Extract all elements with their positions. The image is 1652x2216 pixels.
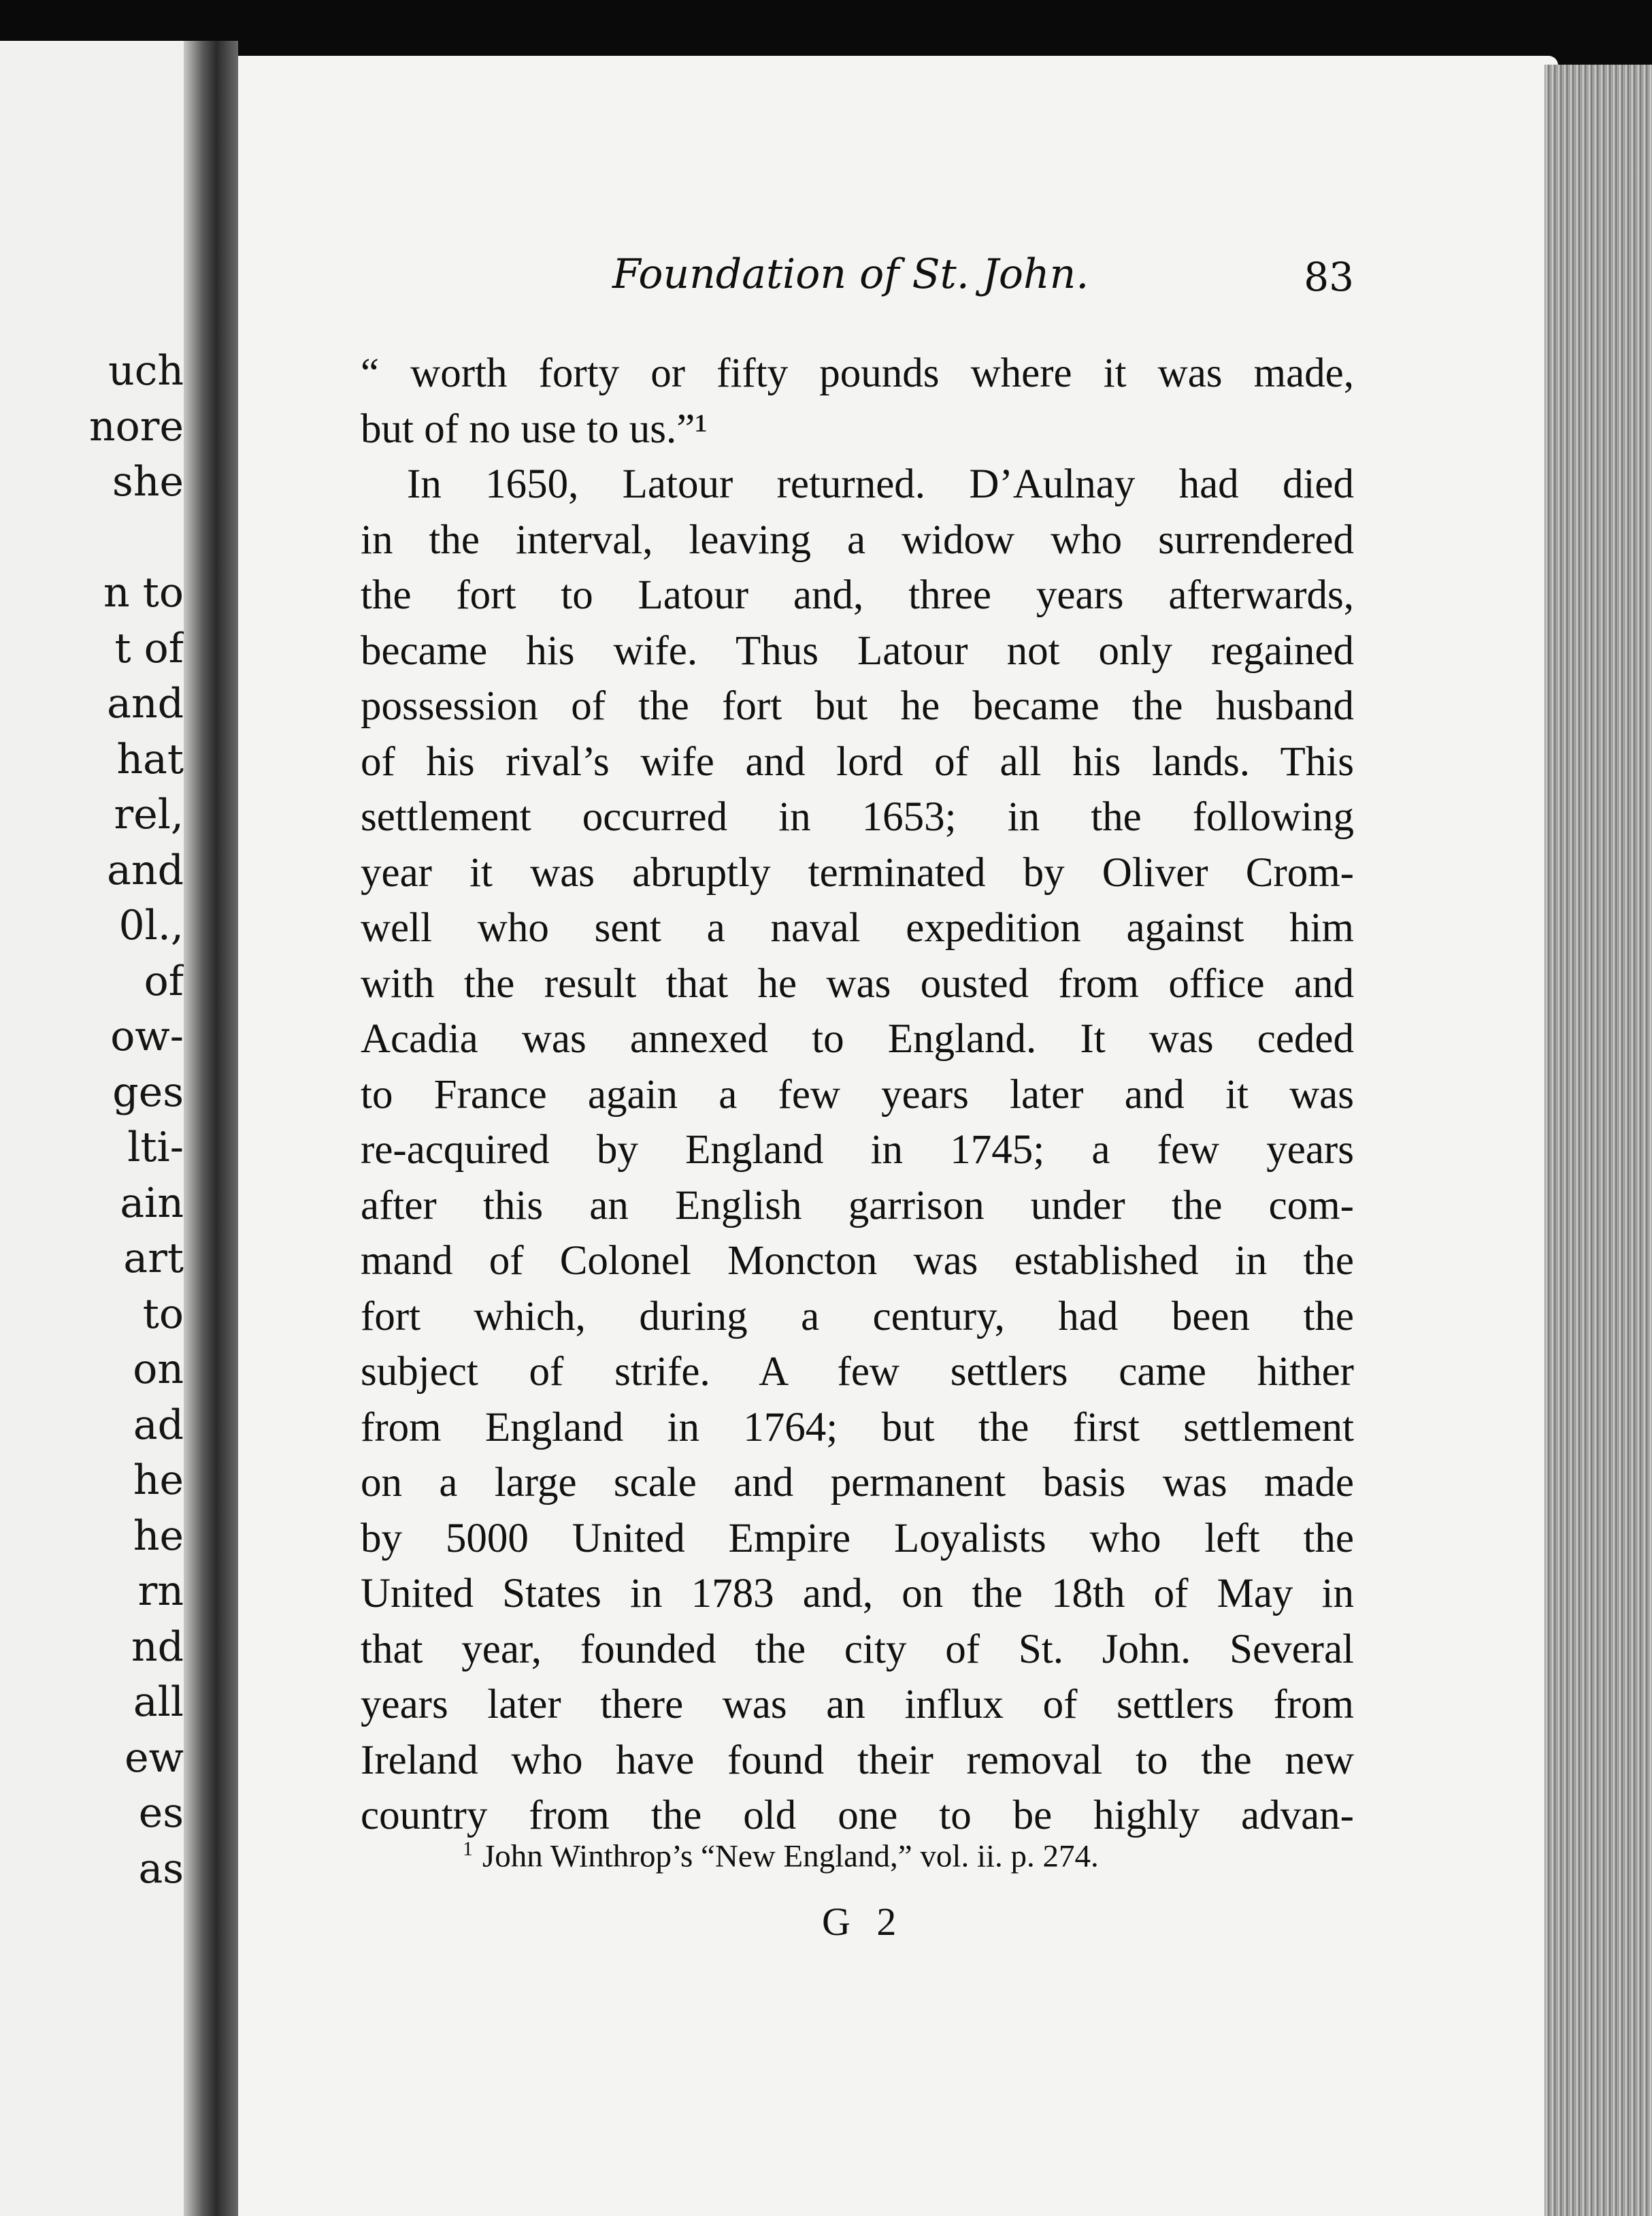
text-line: settlement occurred in 1653; in the following [361,794,1354,840]
text-line: United States in 1783 and, on the 18th of May in [361,1571,1354,1616]
previous-page-fragment: and [107,680,184,728]
previous-page-fragment: on [133,1346,184,1393]
previous-page-fragment: 0l., [118,902,184,949]
previous-page-fragment [89,510,184,566]
text-line: that year, founded the city of St. John. Several [361,1626,1354,1672]
previous-page-fragment: he [133,1512,184,1560]
previous-page-fragment: ad [133,1401,184,1449]
previous-page-fragment: ain [120,1179,184,1227]
previous-page-fragment: to [142,1290,184,1338]
previous-page-fragment: hat [116,735,184,783]
previous-page-fragment: ow- [110,1013,184,1060]
text-line: on a large scale and permanent basis was made [361,1460,1354,1505]
previous-page-fragment: lti- [127,1124,184,1171]
page-number: 83 [1304,254,1354,300]
text-line: mand of Colonel Moncton was established in the [361,1238,1354,1284]
footnote-marker: 1 [463,1838,473,1860]
text-line: re-acquired by England in 1745; a few years [361,1127,1354,1173]
previous-page-fragment: n to [103,569,184,617]
previous-page-fragment: nore [89,402,184,451]
text-line: Ireland who have found their removal to the new [361,1737,1354,1783]
body-text [361,346,1354,1844]
text-line: from England in 1764; but the first settlement [361,1404,1354,1450]
text-line: of his rival’s wife and lord of all his lands. This [361,738,1354,785]
text-line: year it was abruptly terminated by Oliver Crom- [361,849,1354,896]
previous-page-fragment: he [133,1456,184,1504]
previous-page-fragment: art [123,1235,184,1282]
text-line: years later there was an influx of settlers from [361,1682,1354,1727]
text-line: after this an English garrison under the com- [361,1182,1354,1228]
previous-page-fragment: of [144,957,184,1005]
previous-page-fragment: rn [137,1567,184,1615]
previous-page-fragment: uch [108,347,184,395]
text-line: by 5000 United Empire Loyalists who left the [361,1515,1354,1561]
previous-page-fragment: nd [131,1623,184,1671]
footnote [463,1838,1099,1875]
text-line: fort which, during a century, had been the [361,1293,1354,1339]
running-title: Foundation of St. John. [612,250,1089,298]
text-line: the fort to Latour and, three years afterwards, [361,572,1354,618]
text-line: country from the old one to be highly advan- [361,1793,1354,1838]
previous-page-fragment: ew [125,1733,184,1782]
previous-page-fragment: rel, [114,791,184,838]
running-header [361,250,1354,319]
previous-page-fragment: ges [112,1068,184,1116]
previous-page-edge [0,41,204,2216]
previous-page-fragment: as [138,1844,184,1893]
text-line: In 1650, Latour returned. D’Aulnay had died [407,461,1354,507]
text-line: Acadia was annexed to England. It was ceded [361,1016,1354,1062]
text-line: subject of strife. A few settlers came hither [361,1349,1354,1395]
signature-mark: G 2 [822,1900,905,1944]
previous-page-fragment: and [107,846,184,894]
text-line: well who sent a naval expedition against him [361,905,1354,951]
previous-page-text-fragments [89,344,184,1897]
text-line: but of no use to us.”¹ [361,406,708,452]
text-line: possession of the fort but he became the husband [361,683,1354,729]
book-gutter [184,41,238,2216]
footnote-text: John Winthrop’s “New England,” vol. ii. p. 274. [482,1838,1099,1874]
text-line: to France again a few years later and it was [361,1071,1354,1118]
previous-page-fragment: es [138,1789,184,1837]
previous-page-fragment: t of [114,624,184,672]
text-line: “ worth forty or fifty pounds where it was made, [361,351,1354,396]
page-fore-edge [1544,65,1652,2216]
previous-page-fragment: she [112,458,184,506]
previous-page-fragment: all [133,1678,184,1726]
text-line: became his wife. Thus Latour not only regained [361,628,1354,674]
text-line: with the result that he was ousted from office and [361,960,1354,1007]
text-line: in the interval, leaving a widow who surrendered [361,517,1354,563]
